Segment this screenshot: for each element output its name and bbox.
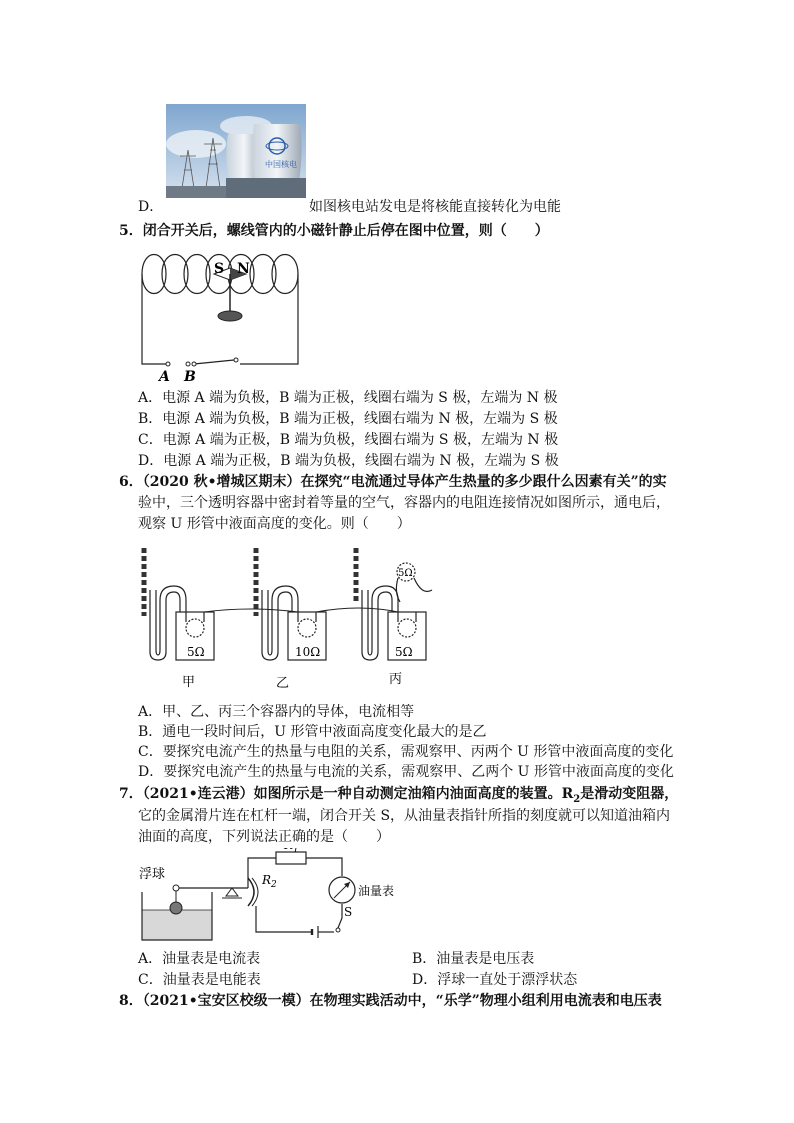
q5-stem: 5．闭合开关后，螺线管内的小磁针静止后停在图中位置，则（ ）	[119, 223, 549, 239]
logo-text: 中国核电	[265, 160, 297, 169]
q7-option-a: A．油量表是电流表	[138, 951, 261, 967]
q6-option-a: A．甲、乙、丙三个容器内的导体，电流相等	[138, 704, 415, 720]
solenoid-figure	[136, 244, 308, 384]
q5-option-b: B．电源 A 端为负极，B 端为正极，线圈右端为 N 极，左端为 S 极	[138, 411, 558, 427]
terminal-a-label: A	[159, 369, 170, 384]
switch-pivot	[192, 362, 196, 366]
q5-option-a: A．电源 A 端为负极，B 端为正极，线圈右端为 S 极，左端为 N 极	[138, 390, 558, 406]
q7-option-d: D．浮球一直处于漂浮状态	[412, 972, 578, 988]
q6-stem-line1: 6．（2020 秋•增城区期末）在探究“电流通过导体产生热量的多少跟什么因素有关”的实	[119, 474, 667, 490]
right-wire	[240, 274, 298, 364]
container-name-yi: 乙	[276, 676, 290, 691]
switch-contact	[234, 358, 238, 362]
container-name-bing: 丙	[389, 672, 403, 687]
nuclear-plant-photo	[166, 104, 306, 198]
q6-option-c: C．要探究电流产生的热量与电阻的关系，需观察甲、丙两个 U 形管中液面高度的变化	[138, 744, 674, 760]
q5-option-d: D．电源 A 端为正极，B 端为负极，线圈右端为 N 极，左端为 S 极	[138, 453, 559, 469]
terminal-b-label: B	[184, 369, 196, 384]
oil-meter-label: 油量表	[358, 884, 395, 898]
q7-stem-line3: 油面的高度，下列说法正确的是（ ）	[138, 829, 390, 845]
q6-option-d: D．要探究电流产生的热量与电流的关系，需观察甲、乙两个 U 形管中液面高度的变化	[138, 764, 674, 780]
q8-stem: 8．（2021•宝安区校级一模）在物理实践活动中，“乐学”物理小组利用电流表和电压表	[119, 993, 662, 1009]
terminal-b-dot	[186, 362, 190, 366]
q5-option-c: C．电源 A 端为正极，B 端为负极，线圈右端为 S 极，左端为 N 极	[138, 432, 559, 448]
joule-heating-diagram	[140, 540, 440, 692]
needle-n-label: N	[237, 261, 250, 277]
apparatus-jia	[142, 548, 214, 660]
oil-gauge-figure	[138, 848, 398, 944]
q6-stem-line2: 验中，三个透明容器中密封着等量的空气，容器内的电阻连接情况如图所示，通电后，	[138, 495, 670, 511]
r1-label: 1	[293, 848, 299, 855]
terminal-a-dot	[166, 362, 170, 366]
external-resistor-label: 5Ω	[398, 568, 413, 579]
q7-option-c: C．油量表是电能表	[138, 972, 261, 988]
q7-stem-sub: 2	[573, 793, 581, 805]
r2-label: $R_2$	[262, 873, 277, 890]
needle-s-label: S	[214, 261, 225, 277]
circuit-wires	[248, 852, 342, 932]
apparatus-yi	[256, 548, 326, 660]
q7-stem-line2: 它的金属滑片连在杠杆一端，闭合开关 S，从油量表指针所指的刻度就可以知道油箱内	[138, 808, 671, 824]
resistor-label-yi: 10Ω	[295, 645, 321, 659]
q7-option-b: B．油量表是电压表	[412, 951, 535, 967]
apparatus-bing	[356, 548, 432, 660]
oil-gauge-circuit	[138, 848, 398, 944]
resistor-label-jia: 5Ω	[187, 645, 205, 659]
q7-stem-line1-b: 是滑动变阻器，	[580, 786, 679, 802]
q4-option-d-label: D．	[138, 199, 164, 215]
resistor-label-bing: 5Ω	[395, 645, 413, 659]
r2-arc	[248, 878, 254, 906]
float-ball-label: 浮球	[139, 867, 166, 882]
q6-option-b: B．通电一段时间后，U 形管中液面高度变化最大的是乙	[138, 724, 487, 740]
switch-lever	[194, 360, 234, 364]
q6-stem-line3: 观察 U 形管中液面高度的变化。则（ ）	[138, 516, 411, 532]
joule-heating-figure	[140, 540, 440, 692]
q7-stem-line1-a: 7．（2021•连云港）如图所示是一种自动测定油箱内油面高度的装置。R	[119, 786, 574, 802]
container-name-jia: 甲	[182, 675, 196, 690]
q4-option-d-text: 如图核电站发电是将核能直接转化为电能	[309, 199, 561, 215]
switch-label: S	[344, 905, 353, 919]
float-ball	[170, 902, 182, 914]
solenoid-diagram	[136, 244, 308, 384]
nuclear-plant-illustration	[166, 104, 306, 198]
